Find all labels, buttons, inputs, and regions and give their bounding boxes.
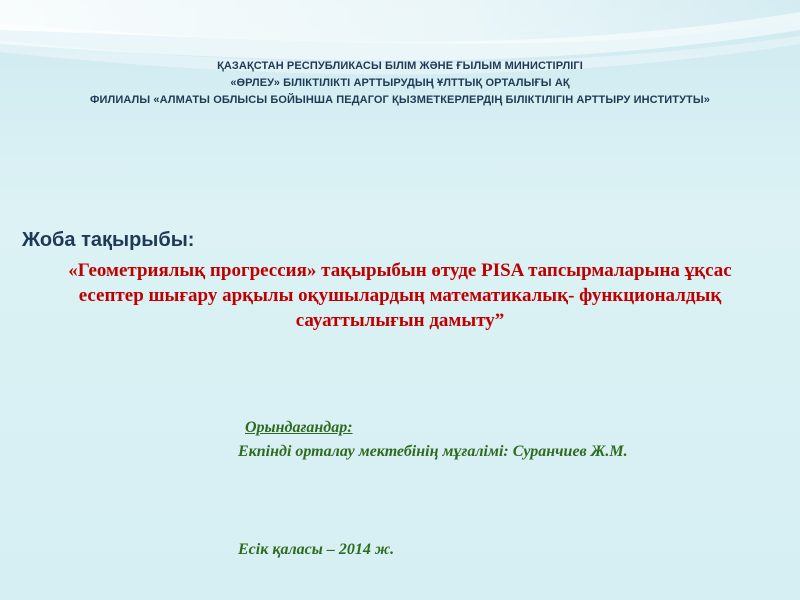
topic-title-line-2: есептер шығару арқылы оқушылардың математикалық- функционалдық — [78, 285, 722, 306]
ministry-header — [0, 58, 800, 109]
header-line-3: ФИЛИАЛЫ «АЛМАТЫ ОБЛЫСЫ БОЙЫНША ПЕДАГОГ ҚЫЗМЕТКЕРЛЕРДІҢ БІЛІКТІЛІГІН АРТТЫРУ ИНСТИТУТЫ» — [90, 94, 710, 106]
header-line-1: ҚАЗАҚСТАН РЕСПУБЛИКАСЫ БІЛІМ ЖӘНЕ ҒЫЛЫМ МИНИСТІРЛІГІ — [217, 60, 583, 72]
topic-title-line-1: «Геометриялық прогрессия» тақырыбын өтуде PISA тапсырмаларына ұқсас — [68, 260, 732, 281]
performer-name: Екпінді орталау мектебінің мұғалімі: Суранчиев Ж.М. — [238, 443, 628, 460]
topic-label: Жоба тақырыбы: — [22, 229, 195, 251]
topic-title-line-3: сауаттылығын дамыту” — [295, 310, 505, 331]
header-line-2: «ӨРЛЕУ» БІЛІКТІЛІКТІ АРТТЫРУДЫҢ ҰЛТТЫҚ ОРТАЛЫҒЫ АҚ — [230, 77, 570, 89]
place-and-year: Есік қаласы – 2014 ж. — [238, 541, 395, 558]
topic-title — [0, 258, 800, 333]
performers-label: Орындағандар: — [245, 419, 353, 436]
